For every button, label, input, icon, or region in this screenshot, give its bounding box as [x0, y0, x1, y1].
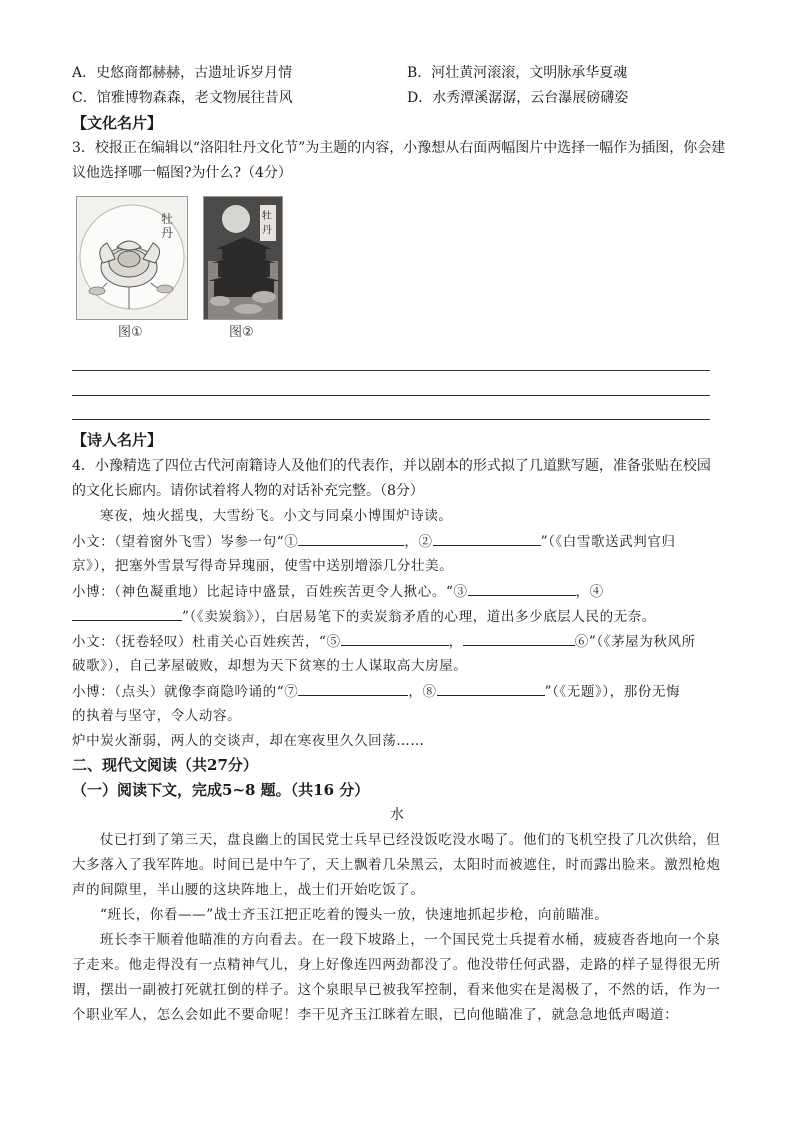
article-p3-line3: 谓，摆出一副被打死就扛倒的样子。这个泉眼早已被我军控制，看来他实在是渴极了，不然的话，作为一: [72, 982, 721, 998]
dialogue-4-prefix: 小博：（点头）就像李商隐吟诵的“⑦: [72, 684, 299, 700]
figure-2-pavilion-image: [203, 196, 283, 320]
section-culture-heading: 【文化名片】: [72, 114, 163, 132]
answer-line-2[interactable]: [72, 395, 710, 396]
article-p3-line4: 个职业军人，怎么会如此不要命呢！李干见齐玉江眯着左眼，已向他瞄准了，就急急地低声喝道：: [72, 1007, 679, 1023]
figure-1-caption: 图①: [118, 325, 143, 340]
svg-text:丹: 丹: [161, 226, 174, 240]
figure-2-caption: 图②: [229, 325, 254, 340]
dialogue-2-mid: ，④: [575, 584, 604, 600]
q4-text-line1: 4．小豫精选了四位古代河南籍诗人及他们的代表作，并以剧本的形式拟了几道默写题，准备张贴在校园: [72, 458, 711, 474]
dialogue-3-mid: ，: [448, 634, 463, 650]
blank-7[interactable]: [298, 681, 408, 696]
article-p2: “班长，你看——”战士齐玉江把正吃着的馒头一放，快速地抓起步枪，向前瞄准。: [100, 907, 609, 923]
dialogue-4-line1: [72, 681, 680, 702]
fig2-title-text: 牡: [262, 211, 272, 222]
dialogue-1-line2: 京》），把塞外雪景写得奇异瑰丽，使雪中送别增添几分壮美。: [72, 558, 454, 574]
article-p1-line3: 声的间隙里，半山腰的这块阵地上，战士们开始吃饭了。: [72, 882, 425, 898]
dialogue-1-source: ”（《白雪歌送武判官归: [540, 534, 676, 550]
q3-text-line1: 3．校报正在编辑以“洛阳牡丹文化节”为主题的内容，小豫想从右面两幅图片中选择一幅作为插图，你会建: [72, 140, 726, 156]
section-poet-heading: 【诗人名片】: [72, 431, 163, 449]
option-d: D．水秀潭溪潺潺，云台瀑展磅礴姿: [407, 90, 629, 106]
dialogue-2-source: ”（《卖炭翁》），白居易笔下的卖炭翁矛盾的心理，道出多少底层人民的无奈。: [182, 609, 657, 625]
dialogue-3-prefix: 小文：（抚卷轻叹）杜甫关心百姓疾苦，“⑤: [72, 634, 341, 650]
peony-drawing: [77, 197, 187, 319]
blank-3[interactable]: [468, 581, 576, 596]
dialogue-2-prefix: 小博：（神色凝重地）比起诗中盛景，百姓疾苦更令人揪心。“③: [72, 584, 468, 600]
dialogue-3-line1: [72, 631, 696, 652]
section-2-subheading: （一）阅读下文，完成5~8 题。（共16 分）: [72, 781, 370, 799]
dialogue-2-line1: [72, 581, 604, 602]
dialogue-1-mid: ，②: [404, 534, 433, 550]
script-scene: 寒夜，烛火摇曳，大雪纷飞。小文与同桌小博围炉诗读。: [100, 508, 453, 524]
dialogue-3-line2: 破歌》），自己茅屋破败，却想为天下贫寒的士人谋取高大房屋。: [72, 658, 468, 674]
option-b: B．河壮黄河滚滚，文明脉承华夏魂: [407, 65, 628, 81]
blank-4[interactable]: [72, 606, 182, 621]
section-2-heading: 二、现代文阅读（共27分）: [72, 756, 258, 774]
dialogue-4-line2: 的执着与坚守，令人动容。: [72, 708, 242, 724]
blank-8[interactable]: [437, 681, 545, 696]
fig1-title-text: 牡: [161, 212, 174, 226]
blank-6[interactable]: [463, 631, 575, 646]
dialogue-4-source: ”（《无题》），那份无悔: [544, 684, 681, 700]
dialogue-4-mid: ，⑧: [408, 684, 437, 700]
answer-line-3[interactable]: [72, 419, 710, 420]
pavilion-drawing: [204, 197, 282, 319]
blank-1[interactable]: [298, 531, 404, 546]
dialogue-1-line1: [72, 531, 676, 552]
article-title: 水: [390, 807, 404, 823]
answer-line-1[interactable]: [72, 370, 710, 371]
script-ending: 炉中炭火渐弱，两人的交谈声，却在寒夜里久久回荡……: [72, 733, 425, 749]
q3-text-line2: 议他选择哪一幅图?为什么?（4分）: [72, 165, 292, 181]
blank-5[interactable]: [341, 631, 449, 646]
q4-text-line2: 的文化长廊内。请你试着将人物的对话补充完整。（8分）: [72, 483, 424, 499]
figure-1-peony-image: [76, 196, 188, 320]
article-p1-line1: 仗已打到了第三天，盘良幽上的国民党士兵早已经没饭吃没水喝了。他们的飞机空投了几次供给，但: [100, 832, 721, 848]
option-a: A．史悠商都赫赫，古遗址诉岁月情: [72, 65, 293, 81]
article-p3-line2: 子走来。他走得没有一点精神气儿，身上好像连四两劲都没了。他没带任何武器，走路的样子显得很无所: [72, 957, 721, 973]
option-c: C．馆雅博物森森，老文物展往昔风: [72, 90, 293, 106]
article-p1-line2: 大多落入了我军阵地。时间已是中午了，天上飘着几朵黑云，太阳时而被遮住，时而露出脸来。激烈枪炮: [72, 857, 721, 873]
blank-2[interactable]: [433, 531, 541, 546]
dialogue-1-prefix: 小文：（望着窗外飞雪）岑参一句“①: [72, 534, 299, 550]
dialogue-2-line2: [72, 606, 656, 627]
svg-text:丹: 丹: [262, 225, 272, 236]
article-p3-line1: 班长李干顺着他瞄准的方向看去。在一段下坡路上，一个国民党士兵提着水桶，疲疲沓沓地向一个泉: [100, 932, 721, 948]
dialogue-3-source: ⑥”（《茅屋为秋风所: [574, 634, 696, 650]
